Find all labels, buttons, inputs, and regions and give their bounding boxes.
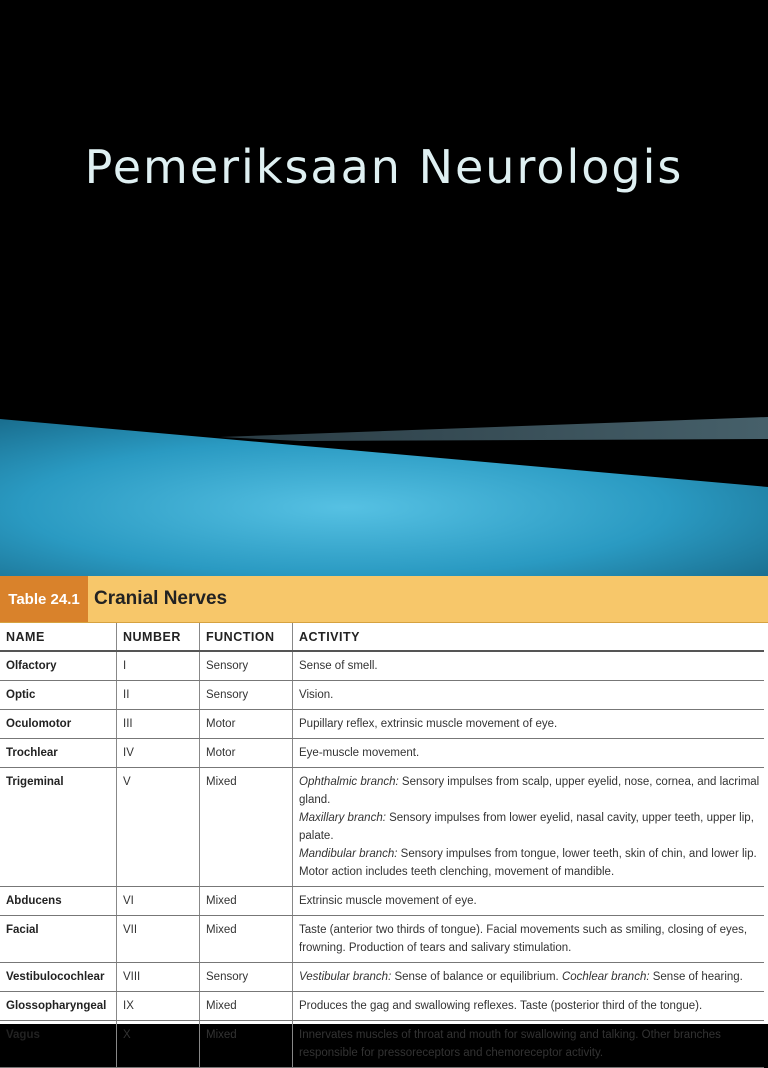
nerve-activity (293, 916, 765, 963)
cranial-nerves-table (0, 576, 768, 1059)
activity-text: responsible for pressoreceptors and chemoreceptor activity. (299, 1047, 604, 1059)
table-row (0, 651, 764, 681)
nerve-name: Vestibulocochlear (0, 963, 117, 992)
activity-text: Vestibular branch: Sense of balance or equilibrium. (299, 971, 562, 983)
nerve-number: IV (117, 739, 200, 768)
table-row (0, 1021, 764, 1068)
nerve-activity (293, 992, 765, 1021)
nerve-function: Mixed (200, 768, 293, 887)
activity-text: Cochlear branch: Sense of hearing. (561, 971, 743, 983)
activity-text: Extrinsic muscle movement of eye. (299, 895, 477, 907)
table-row (0, 963, 764, 992)
activity-text: Innervates muscles of throat and mouth for swallowing and talking. Other branches (299, 1029, 721, 1041)
nerve-name: Facial (0, 916, 117, 963)
nerves-table (0, 623, 764, 1068)
nerve-number: I (117, 651, 200, 681)
nerve-name: Trochlear (0, 739, 117, 768)
table-caption: Cranial Nerves (94, 588, 228, 609)
table-row (0, 887, 764, 916)
nerve-name: Olfactory (0, 651, 117, 681)
nerve-name: Oculomotor (0, 710, 117, 739)
nerve-function: Sensory (200, 651, 293, 681)
col-name-header: NAME (0, 623, 117, 651)
table-label: Table 24.1 (0, 576, 88, 622)
table-row (0, 681, 764, 710)
nerve-activity (293, 963, 765, 992)
nerve-function: Motor (200, 739, 293, 768)
nerve-number: IX (117, 992, 200, 1021)
nerve-number: VII (117, 916, 200, 963)
nerve-name: Glossopharyngeal (0, 992, 117, 1021)
nerve-activity (293, 768, 765, 887)
nerve-number: V (117, 768, 200, 887)
activity-text: Ophthalmic branch: Sensory impulses from scalp, upper eyelid, nose, cornea, and lacrimal gland. (299, 776, 760, 806)
nerve-name: Abducens (0, 887, 117, 916)
activity-text: frowning. Production of tears and salivary stimulation. (299, 942, 572, 954)
activity-text: Pupillary reflex, extrinsic muscle movement of eye. (299, 718, 558, 730)
nerve-activity (293, 887, 765, 916)
nerve-function: Mixed (200, 887, 293, 916)
table-header-bar (0, 576, 768, 623)
nerve-activity (293, 710, 765, 739)
nerve-number: X (117, 1021, 200, 1068)
col-activity-header: ACTIVITY (293, 623, 765, 651)
nerve-function: Sensory (200, 681, 293, 710)
nerve-name: Optic (0, 681, 117, 710)
nerve-function: Mixed (200, 1021, 293, 1068)
nerve-name: Trigeminal (0, 768, 117, 887)
nerve-activity (293, 651, 765, 681)
nerve-activity (293, 1021, 765, 1068)
activity-text: Motor action includes teeth clenching, movement of mandible. (299, 866, 615, 878)
activity-text: Vision. (299, 689, 334, 701)
nerve-activity (293, 681, 765, 710)
activity-text: Produces the gag and swallowing reflexes. Taste (posterior third of the tongue). (299, 1000, 703, 1012)
table-row (0, 710, 764, 739)
nerve-number: III (117, 710, 200, 739)
col-function-header: FUNCTION (200, 623, 293, 651)
nerve-function: Motor (200, 710, 293, 739)
table-row (0, 916, 764, 963)
activity-text: Taste (anterior two thirds of tongue). Facial movements such as smiling, closing of eyes, (299, 924, 748, 936)
nerve-activity (293, 739, 765, 768)
nerve-number: VI (117, 887, 200, 916)
nerve-function: Sensory (200, 963, 293, 992)
activity-text: Eye-muscle movement. (299, 747, 420, 759)
table-row (0, 992, 764, 1021)
nerve-number: II (117, 681, 200, 710)
nerve-function: Mixed (200, 916, 293, 963)
decorative-swoosh (0, 405, 768, 580)
table-row (0, 768, 764, 887)
col-number-header: NUMBER (117, 623, 200, 651)
activity-text: Sense of smell. (299, 660, 378, 672)
slide-title: Pemeriksaan Neurologis (84, 140, 684, 194)
activity-text: Maxillary branch: Sensory impulses from lower eyelid, nasal cavity, upper teeth, upper lip, palate. (299, 812, 754, 842)
nerve-number: VIII (117, 963, 200, 992)
table-head-row (0, 623, 764, 651)
nerve-function: Mixed (200, 992, 293, 1021)
activity-text: Mandibular branch: Sensory impulses from tongue, lower teeth, skin of chin, and lower lip. (299, 848, 757, 860)
table-row (0, 739, 764, 768)
nerve-name: Vagus (0, 1021, 117, 1068)
